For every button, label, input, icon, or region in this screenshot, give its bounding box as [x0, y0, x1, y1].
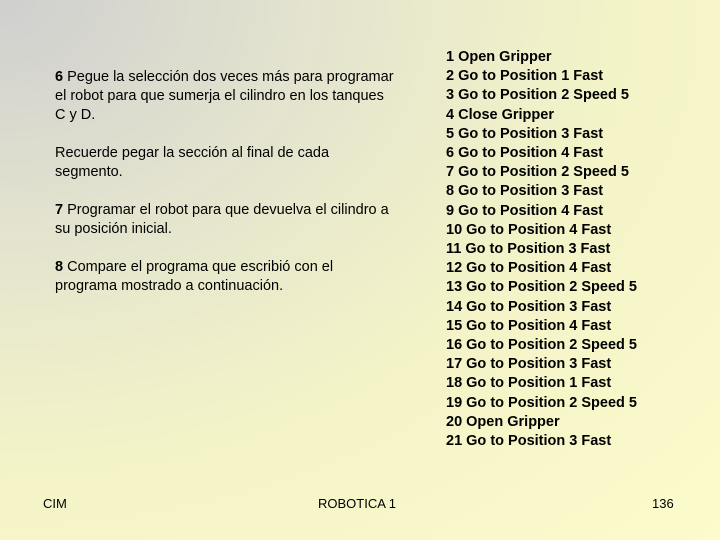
program-step: 3 Go to Position 2 Speed 5: [446, 87, 629, 104]
step-number: 7: [55, 202, 64, 218]
program-step: 21 Go to Position 3 Fast: [446, 433, 612, 450]
program-step: 12 Go to Position 4 Fast: [446, 260, 612, 277]
instruction-paragraph: [55, 201, 395, 239]
instruction-paragraph: [55, 258, 395, 296]
program-step: 17 Go to Position 3 Fast: [446, 356, 612, 373]
program-step: 7 Go to Position 2 Speed 5: [446, 164, 629, 181]
program-step: 6 Go to Position 4 Fast: [446, 145, 604, 162]
footer-course-title: ROBOTICA 1: [318, 496, 397, 511]
instructions-column: [55, 68, 395, 315]
program-step: 16 Go to Position 2 Speed 5: [446, 337, 637, 354]
program-step: 10 Go to Position 4 Fast: [446, 221, 612, 238]
program-step: 14 Go to Position 3 Fast: [446, 298, 612, 315]
program-step: 2 Go to Position 1 Fast: [446, 68, 604, 85]
instruction-paragraph: [55, 68, 395, 125]
program-step: 13 Go to Position 2 Speed 5: [446, 279, 637, 296]
instruction-text: Recuerde pegar la sección al final de cada segmento.: [55, 145, 330, 180]
instruction-text: Programar el robot para que devuelva el cilindro a su posición inicial.: [55, 202, 389, 237]
program-step: 18 Go to Position 1 Fast: [446, 375, 612, 392]
program-step: 9 Go to Position 4 Fast: [446, 202, 604, 219]
program-step: 4 Close Gripper: [446, 106, 554, 123]
program-step: 5 Go to Position 3 Fast: [446, 125, 604, 142]
step-number: 8: [55, 259, 64, 275]
page-number: 136: [652, 496, 674, 511]
program-step: 1 Open Gripper: [446, 49, 552, 65]
instruction-text: Pegue la selección dos veces más para programar el robot para que sumerja el cilindro en los tanques C y D.: [55, 69, 394, 123]
footer-left-label: CIM: [43, 496, 67, 511]
instruction-paragraph: [55, 144, 395, 182]
step-number: 6: [55, 69, 64, 85]
instruction-text: Compare el programa que escribió con el programa mostrado a continuación.: [55, 259, 334, 294]
program-step: 8 Go to Position 3 Fast: [446, 183, 604, 200]
program-listing: [446, 48, 716, 451]
program-step: 20 Open Gripper: [446, 413, 560, 430]
program-step: 19 Go to Position 2 Speed 5: [446, 394, 637, 411]
program-step: 11 Go to Position 3 Fast: [446, 241, 611, 258]
program-step: 15 Go to Position 4 Fast: [446, 317, 612, 334]
